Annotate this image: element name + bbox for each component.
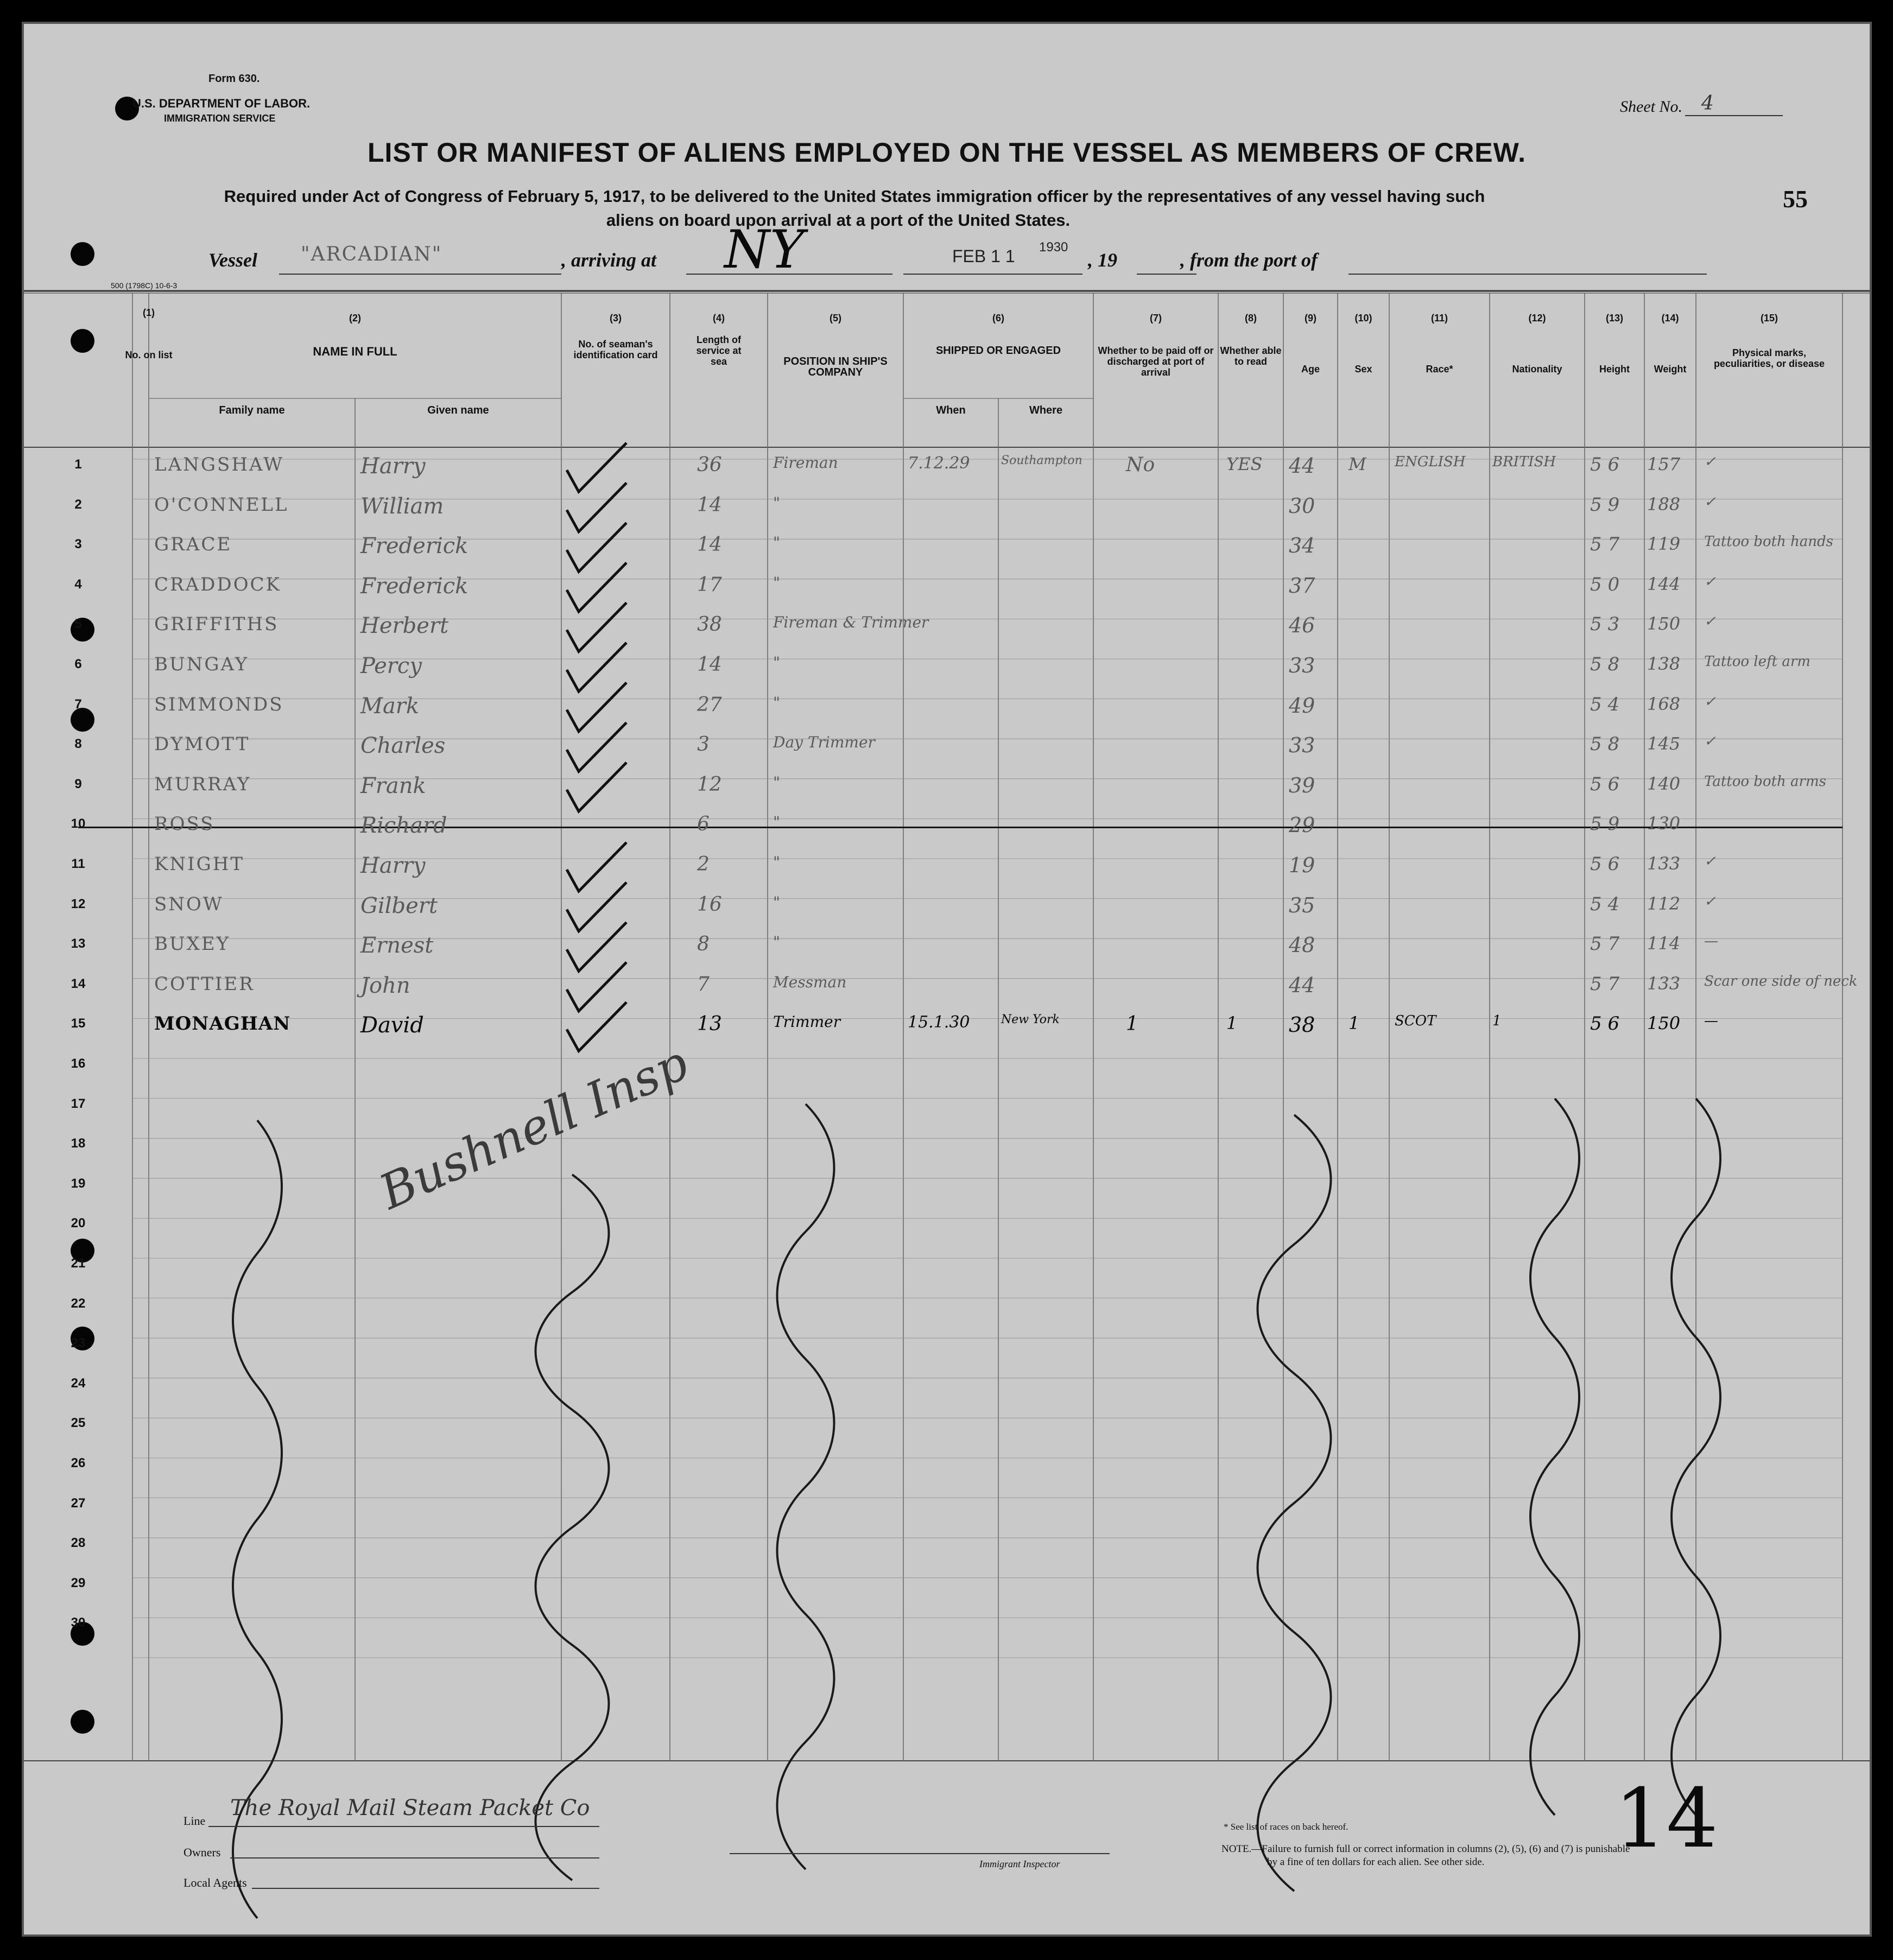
col9-header: Age: [1301, 364, 1320, 375]
able-to-read: 1: [1226, 1013, 1238, 1034]
given-name: Percy: [360, 654, 422, 678]
height: 5 9: [1590, 813, 1620, 835]
age: 30: [1289, 493, 1315, 518]
sex: M: [1348, 454, 1366, 474]
col10-header: Sex: [1354, 364, 1372, 375]
col13-header: Height: [1599, 364, 1630, 375]
row-number: 8: [74, 737, 82, 752]
date-rule: [903, 274, 1082, 275]
weight: 150: [1647, 1013, 1681, 1034]
height: 5 7: [1590, 973, 1620, 995]
col12-header: Nationality: [1512, 364, 1562, 375]
paid-off: 1: [1126, 1013, 1138, 1036]
nationality: BRITISH: [1492, 454, 1556, 470]
height: 5 9: [1590, 493, 1620, 516]
age: 33: [1289, 733, 1315, 758]
footer-line-label: Line: [183, 1814, 206, 1828]
position: Day Trimmer: [773, 733, 875, 752]
col11-header: Race*: [1426, 364, 1453, 375]
height: 5 4: [1590, 693, 1620, 715]
id-card-checkmark: [567, 602, 626, 651]
given-name: Frederick: [360, 534, 468, 559]
sheet-number-label: Sheet No.: [1620, 98, 1682, 116]
date-year-stamp: 1930: [1039, 240, 1068, 255]
id-card-checkmark: [567, 643, 626, 692]
family-name: GRACE: [154, 534, 232, 556]
total-count: 14: [1615, 1772, 1718, 1866]
row-number: 20: [71, 1216, 86, 1231]
row-number: 19: [71, 1176, 86, 1191]
weight: 133: [1647, 853, 1681, 874]
penalty-note-2: by a fine of ten dollars for each alien. See other side.: [1267, 1856, 1485, 1868]
year-label: , 19: [1088, 249, 1117, 271]
inspector-sign-rule: [730, 1853, 1110, 1854]
given-name: Mark: [360, 693, 420, 719]
races-note: * See list of races on back hereof.: [1224, 1822, 1348, 1832]
length-of-service: 8: [697, 933, 710, 956]
length-of-service: 14: [697, 654, 722, 676]
col15-number: (15): [1760, 313, 1778, 324]
position: ": [773, 893, 780, 911]
col5-header: POSITION IN SHIP'S COMPANY: [783, 356, 888, 378]
col9-number: (9): [1305, 313, 1316, 324]
row-number: 2: [74, 497, 82, 512]
age: 19: [1289, 853, 1315, 877]
id-card-checkmark: [567, 483, 626, 532]
page-number: 55: [1783, 185, 1808, 213]
id-card-checkmark: [567, 842, 626, 891]
age: 38: [1289, 1013, 1315, 1037]
age: 44: [1289, 973, 1315, 997]
physical-marks: ✓: [1704, 733, 1716, 750]
id-card-checkmark: [567, 683, 626, 732]
given-name: Frank: [360, 773, 426, 798]
row-number: 4: [74, 576, 82, 592]
length-of-service: 16: [697, 893, 722, 916]
position: ": [773, 773, 780, 791]
race: SCOT: [1395, 1013, 1436, 1030]
able-to-read: YES: [1226, 454, 1263, 474]
row-number: 24: [71, 1375, 86, 1391]
col8-header: Whether able to read: [1220, 345, 1282, 367]
age: 49: [1289, 693, 1315, 718]
footer-owners-label: Owners: [183, 1845, 221, 1859]
void-scribble: [1258, 1115, 1331, 1891]
col11-number: (11): [1430, 313, 1448, 324]
length-of-service: 17: [697, 573, 722, 596]
col1-header: No. on list: [125, 350, 173, 360]
shipped-where: Southampton: [1001, 454, 1082, 467]
given-name: Richard: [360, 813, 447, 839]
row-number: 13: [71, 936, 86, 952]
vessel-rule: [279, 274, 561, 275]
physical-marks: ✓: [1704, 493, 1716, 510]
family-name: BUNGAY: [154, 654, 249, 675]
physical-marks: ✓: [1704, 693, 1716, 710]
given-name: David: [360, 1013, 424, 1038]
row-number: 27: [71, 1495, 86, 1511]
physical-marks: ✓: [1704, 613, 1716, 630]
position: ": [773, 573, 780, 592]
row-number: 26: [71, 1456, 86, 1470]
col7-number: (7): [1150, 313, 1162, 324]
family-name: KNIGHT: [154, 853, 245, 875]
col2-number: (2): [349, 313, 361, 324]
position: Fireman: [773, 454, 838, 472]
form-number: Form 630.: [208, 73, 260, 85]
position: ": [773, 933, 780, 952]
position: ": [773, 693, 780, 712]
weight: 144: [1647, 573, 1681, 594]
row-number: 29: [71, 1575, 86, 1590]
position: ": [773, 493, 780, 512]
length-of-service: 3: [697, 733, 710, 756]
weight: 150: [1647, 613, 1681, 635]
family-name: O'CONNELL: [154, 493, 289, 516]
age: 48: [1289, 933, 1315, 957]
length-of-service: 12: [697, 773, 722, 796]
row-number: 16: [71, 1056, 86, 1071]
row-number: 15: [71, 1016, 86, 1031]
paid-off: No: [1126, 454, 1155, 476]
physical-marks: ✓: [1704, 893, 1716, 910]
row-number: 17: [71, 1096, 86, 1111]
col6-number: (6): [992, 313, 1004, 324]
row-number: 22: [71, 1296, 86, 1311]
given-name: Harry: [360, 853, 426, 878]
arriving-label: , arriving at: [561, 249, 657, 271]
physical-marks: ✓: [1704, 853, 1716, 870]
id-card-checkmark: [567, 1002, 626, 1051]
given-name: Frederick: [360, 573, 468, 599]
family-name: BUXEY: [154, 933, 231, 955]
physical-marks: Tattoo left arm: [1704, 654, 1810, 670]
footer-agents-label: Local Agents: [183, 1876, 247, 1889]
height: 5 6: [1590, 454, 1620, 475]
col2-family-header: Family name: [219, 404, 285, 416]
from-port-rule: [1348, 274, 1707, 275]
vessel-value: "ARCADIAN": [301, 243, 442, 265]
footer-line-value: The Royal Mail Steam Packet Co: [230, 1796, 590, 1821]
height: 5 7: [1590, 933, 1620, 955]
family-name: SNOW: [154, 893, 224, 915]
age: 29: [1289, 813, 1315, 838]
age: 39: [1289, 773, 1315, 797]
position: Messman: [773, 973, 847, 991]
physical-marks: ✓: [1704, 573, 1716, 590]
age: 46: [1289, 613, 1315, 638]
given-name: Gilbert: [360, 893, 438, 918]
void-scribble: [536, 1175, 609, 1880]
height: 5 8: [1590, 654, 1620, 675]
age: 37: [1289, 573, 1315, 598]
col6-where-header: Where: [1029, 404, 1063, 416]
given-name: William: [360, 493, 444, 519]
row-number: 18: [71, 1136, 86, 1151]
position: Fireman & Trimmer: [773, 613, 929, 632]
col7-header: Whether to be paid off or discharged at port of arrival: [1098, 345, 1214, 378]
void-scribble: [1530, 1099, 1579, 1815]
weight: 188: [1647, 493, 1681, 515]
vessel-label: Vessel: [208, 249, 257, 271]
length-of-service: 36: [697, 454, 722, 476]
year-rule: [1137, 274, 1196, 275]
height: 5 4: [1590, 893, 1620, 915]
print-code: 500 (1798C) 10-6-3: [111, 281, 178, 290]
manifest-sheet: [22, 22, 1872, 1937]
height: 5 6: [1590, 1013, 1620, 1035]
age: 44: [1289, 454, 1315, 478]
col4-header: Length of service at sea: [696, 334, 742, 367]
row-number: 28: [71, 1536, 86, 1551]
row-number: 6: [74, 657, 82, 671]
height: 5 0: [1590, 573, 1620, 595]
col8-number: (8): [1245, 313, 1257, 324]
col5-number: (5): [830, 313, 841, 324]
length-of-service: 13: [697, 1013, 722, 1036]
weight: 114: [1647, 933, 1681, 954]
col2-header: NAME IN FULL: [313, 345, 397, 358]
arriving-rule: [686, 274, 892, 275]
col15-header: Physical marks, peculiarities, or disease: [1713, 347, 1825, 369]
id-card-checkmark: [567, 443, 626, 492]
inspector-signature: Bushnell Insp: [371, 1035, 697, 1221]
family-name: CRADDOCK: [154, 573, 281, 595]
col14-header: Weight: [1654, 364, 1687, 375]
col2-given-header: Given name: [427, 404, 489, 416]
physical-marks: ✓: [1704, 454, 1716, 470]
col6-when-header: When: [936, 404, 966, 416]
physical-marks: —: [1704, 1013, 1718, 1030]
date-stamp: FEB 1 1: [952, 246, 1015, 266]
weight: 168: [1647, 693, 1681, 714]
row-number: 9: [74, 776, 82, 791]
from-port-label: , from the port of: [1180, 249, 1318, 271]
family-name: LANGSHAW: [154, 454, 284, 475]
weight: 145: [1647, 733, 1681, 754]
height: 5 7: [1590, 534, 1620, 556]
col14-number: (14): [1661, 313, 1679, 324]
weight: 130: [1647, 813, 1681, 834]
age: 34: [1289, 534, 1315, 558]
service-label: IMMIGRATION SERVICE: [164, 113, 276, 124]
id-card-checkmark: [567, 883, 626, 931]
weight: 157: [1647, 454, 1681, 474]
footer-line-rule: [208, 1826, 599, 1827]
weight: 138: [1647, 654, 1681, 674]
shipped-when: 7.12.29: [908, 454, 970, 473]
department-label: U.S. DEPARTMENT OF LABOR.: [132, 97, 311, 110]
given-name: Ernest: [360, 933, 434, 959]
family-name: DYMOTT: [154, 733, 250, 756]
weight: 140: [1647, 773, 1681, 794]
id-card-checkmark: [567, 722, 626, 771]
row-number: 23: [71, 1336, 86, 1351]
family-name: SIMMONDS: [154, 693, 284, 715]
length-of-service: 6: [697, 813, 710, 836]
physical-marks: Tattoo both arms: [1704, 773, 1826, 790]
length-of-service: 2: [697, 853, 710, 876]
nationality: 1: [1492, 1013, 1502, 1030]
given-name: Herbert: [360, 613, 449, 639]
id-card-checkmark: [567, 962, 626, 1011]
id-card-checkmark: [567, 763, 626, 811]
family-name: ROSS: [154, 813, 215, 835]
position: ": [773, 813, 780, 832]
age: 33: [1289, 654, 1315, 677]
family-name: MONAGHAN: [154, 1013, 291, 1035]
row-number: 10: [71, 816, 86, 832]
col3-header: No. of seaman's identification card: [573, 339, 658, 360]
col12-number: (12): [1528, 313, 1546, 324]
void-scribble: [777, 1104, 834, 1869]
col13-number: (13): [1605, 313, 1623, 324]
weight: 119: [1647, 534, 1681, 555]
weight: 112: [1647, 893, 1681, 914]
length-of-service: 14: [697, 534, 722, 556]
sheet-number-rule: [1685, 115, 1783, 116]
row-number: 11: [71, 857, 85, 871]
subtitle-line-1: Required under Act of Congress of February 5, 1917, to be delivered to the United States immigration officer by the representatives of any vessel having such: [224, 187, 1485, 206]
position: ": [773, 853, 780, 871]
row-number: 1: [74, 457, 82, 472]
position: ": [773, 654, 780, 671]
row-number: 25: [71, 1416, 86, 1431]
page-title: LIST OR MANIFEST OF ALIENS EMPLOYED ON THE VESSEL AS MEMBERS OF CREW.: [368, 137, 1526, 168]
row-number: 14: [71, 976, 86, 991]
family-name: COTTIER: [154, 973, 255, 995]
id-card-checkmark: [567, 523, 626, 572]
height: 5 3: [1590, 613, 1620, 636]
height: 5 6: [1590, 853, 1620, 875]
col6-header: SHIPPED OR ENGAGED: [935, 345, 1061, 357]
length-of-service: 14: [697, 493, 722, 516]
length-of-service: 7: [697, 973, 710, 995]
col10-number: (10): [1354, 313, 1372, 324]
footer-agents-rule: [252, 1888, 599, 1889]
height: 5 6: [1590, 773, 1620, 795]
row-number: 30: [71, 1615, 86, 1631]
row-number: 3: [74, 537, 82, 552]
physical-marks: Tattoo both hands: [1704, 534, 1834, 550]
given-name: Charles: [360, 733, 446, 759]
sheet-number-value: 4: [1701, 92, 1714, 115]
physical-marks: Scar one side of neck: [1704, 973, 1858, 989]
given-name: John: [360, 973, 410, 998]
length-of-service: 27: [697, 693, 722, 716]
physical-marks: —: [1704, 933, 1718, 950]
position: Trimmer: [773, 1013, 841, 1031]
col4-number: (4): [713, 313, 725, 324]
shipped-when: 15.1.30: [908, 1013, 970, 1032]
length-of-service: 38: [697, 613, 722, 636]
height: 5 8: [1590, 733, 1620, 756]
penalty-note-1: NOTE.—Failure to furnish full or correct information in columns (2), (5), (6) and (7) is punishable: [1221, 1843, 1630, 1855]
position: ": [773, 534, 780, 552]
age: 35: [1289, 893, 1315, 917]
shipped-where: New York: [1001, 1013, 1060, 1027]
sex: 1: [1348, 1013, 1360, 1034]
row-number: 7: [74, 696, 82, 712]
subtitle-line-2: aliens on board upon arrival at a port of the United States.: [606, 211, 1071, 230]
family-name: MURRAY: [154, 773, 251, 795]
col3-number: (3): [610, 313, 622, 324]
inspector-label: Immigrant Inspector: [979, 1858, 1060, 1869]
row-number: 21: [71, 1256, 86, 1271]
row-number: 5: [74, 617, 82, 632]
family-name: GRIFFITHS: [154, 613, 279, 636]
weight: 133: [1647, 973, 1681, 994]
id-card-checkmark: [567, 922, 626, 971]
footer-owners-rule: [230, 1857, 599, 1858]
id-card-checkmark: [567, 563, 626, 612]
given-name: Harry: [360, 454, 426, 479]
row-number: 12: [71, 896, 86, 911]
arriving-value: NY: [724, 219, 805, 280]
col1-number: (1): [143, 307, 155, 318]
race: ENGLISH: [1395, 454, 1466, 470]
